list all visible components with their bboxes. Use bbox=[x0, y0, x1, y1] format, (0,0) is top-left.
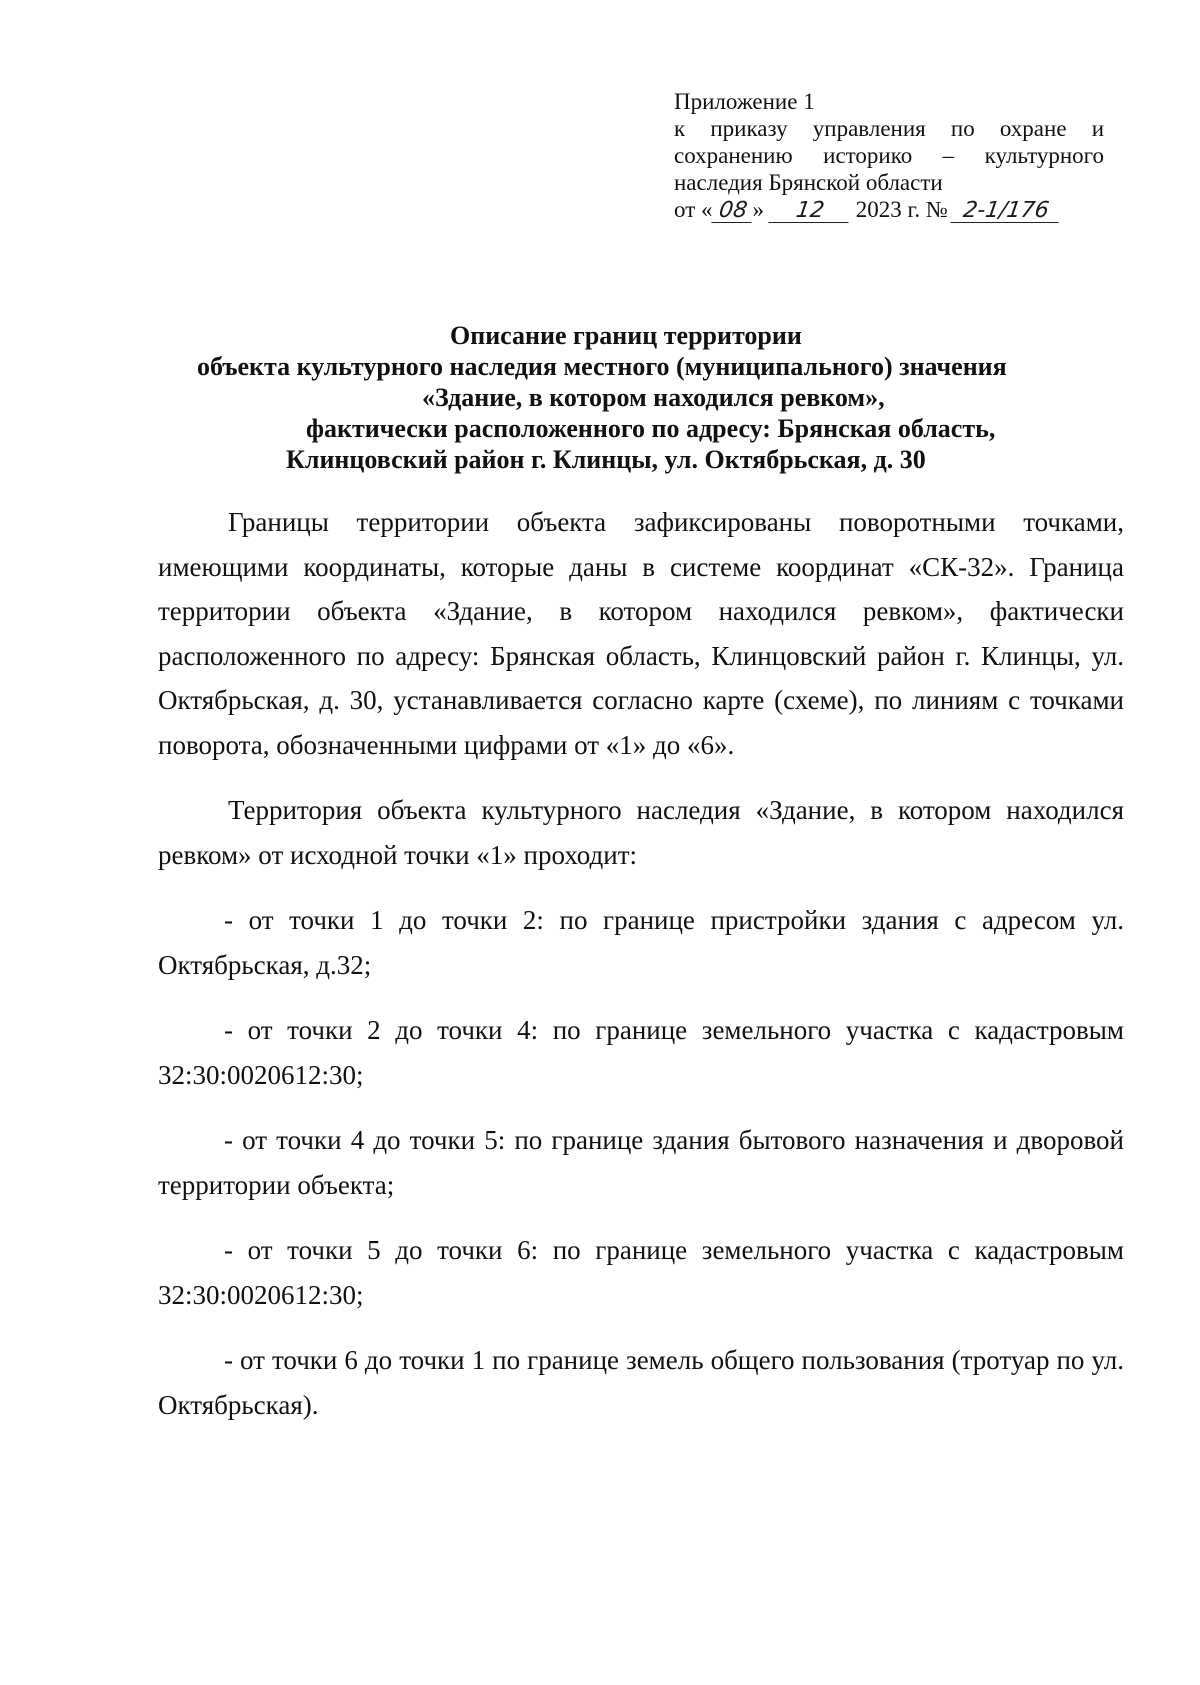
title-line-1: Описание границ территории bbox=[450, 321, 802, 350]
segment-4-5: - от точки 4 до точки 5: по границе здания бытового назначения и дворовой территории объекта; bbox=[158, 1125, 1124, 1200]
segment-5-6: - от точки 5 до точки 6: по границе земельного участка с кадастровым 32:30:0020612:30; bbox=[158, 1235, 1124, 1310]
appendix-line-1: к приказу управления по охране и bbox=[674, 116, 1104, 141]
document-title bbox=[120, 320, 1100, 475]
segment-6-1: - от точки 6 до точки 1 по границе земель общего пользования (тротуар по ул. Октябрьская). bbox=[158, 1345, 1124, 1420]
date-prefix: от « bbox=[674, 197, 713, 222]
appendix-block bbox=[674, 88, 1104, 223]
date-separator: » bbox=[752, 197, 764, 222]
appendix-line-3: наследия Брянской области bbox=[674, 170, 943, 195]
title-line-5: Клинцовский район г. Клинцы, ул. Октябрьская, д. 30 bbox=[286, 445, 926, 474]
paragraph-territory: Территория объекта культурного наследия «Здание, в котором находился ревком» от исходной точки «1» проходит: bbox=[158, 795, 1124, 870]
paragraph-boundaries: Границы территории объекта зафиксированы поворотными точками, имеющими координаты, которые даны в системе координат «СК-32». Граница территории объекта «Здание, в котором находился ревком», фактически расположенного по адресу: Брянская область, Клинцовский район г. Клинцы, ул. Октябрьская, д. 30, устанавливается согласно карте (схеме), по линиям с точками поворота, обозначенными цифрами от «1» до «6». bbox=[158, 507, 1124, 760]
segment-2-4: - от точки 2 до точки 4: по границе земельного участка с кадастровым 32:30:0020612:30; bbox=[158, 1015, 1124, 1090]
appendix-heading: Приложение 1 bbox=[674, 89, 815, 114]
title-line-4: фактически расположенного по адресу: Брянская область, bbox=[306, 414, 996, 443]
date-year: 2023 г. № bbox=[855, 197, 948, 222]
appendix-line-2: сохранению историко – культурного bbox=[674, 143, 1104, 168]
title-line-2: объекта культурного наследия местного (муниципального) значения bbox=[197, 352, 1007, 381]
document-body bbox=[158, 500, 1124, 1448]
handwritten-day: 08 bbox=[711, 200, 754, 223]
segment-1-2: - от точки 1 до точки 2: по границе пристройки здания с адресом ул. Октябрьская, д.32; bbox=[158, 905, 1124, 980]
title-line-3: «Здание, в котором находился ревком», bbox=[422, 383, 885, 412]
handwritten-order-number: 2-1/176 bbox=[950, 200, 1061, 223]
handwritten-month: 12 bbox=[768, 200, 851, 223]
appendix-date-line bbox=[674, 196, 1104, 223]
